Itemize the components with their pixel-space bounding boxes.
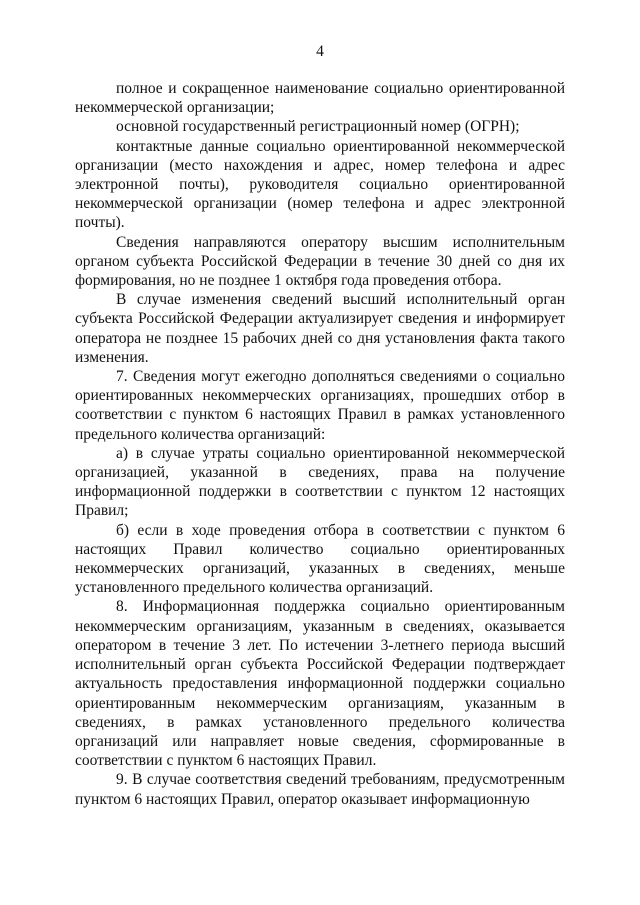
document-body xyxy=(75,79,565,809)
page-number: 4 xyxy=(316,43,324,60)
paragraph-submission-deadline: Сведения направляются оператору высшим исполнительным органом субъекта Российской Федерации в течение 30 дней со дня их формирования, но не позднее 1 октября года проведения отбора. xyxy=(75,233,565,290)
paragraph-item-7a: а) в случае утраты социально ориентированной некоммерческой организацией, указанной в сведениях, права на получение информационной поддержки в соответствии с пунктом 12 настоящих Правил; xyxy=(75,444,565,520)
paragraph-full-name: полное и сокращенное наименование социально ориентированной некоммерческой организации; xyxy=(75,80,565,117)
paragraph-contact-data: контактные данные социально ориентированной некоммерческой организации (место нахождения и адрес, номер телефона и адрес электронной почты), руководителя социально ориентированной некоммерческой организации (номер телефона и адрес электронной почты). xyxy=(75,137,565,232)
paragraph-item-8: 8. Информационная поддержка социально ориентированным некоммерческим организациям, указанным в сведениях, оказывается оператором в течение 3 лет. По истечении 3-летнего периода высший исполнительный орган субъекта Российской Федерации подтверждает актуальность предоставления информационной поддержки социально ориентированным некоммерческим организациям, указанным в сведениях, в рамках установленного предельного количества организаций или направляет новые сведения, сформированные в соответствии с пунктом 6 настоящих Правил. xyxy=(75,598,565,770)
paragraph-update-rule: В случае изменения сведений высший исполнительный орган субъекта Российской Федерации актуализирует сведения и информирует оператора не позднее 15 рабочих дней со дня установления факта такого изменения. xyxy=(75,291,565,366)
paragraph-item-7: 7. Сведения могут ежегодно дополняться сведениями о социально ориентированных некоммерческих организациях, прошедших отбор в соответствии с пунктом 6 настоящих Правил в рамках установленного предельного количества организаций: xyxy=(75,368,565,443)
paragraph-item-9: 9. В случае соответствия сведений требованиям, предусмотренным пунктом 6 настоящих Правил, оператор оказывает информационную xyxy=(75,771,565,808)
paragraph-ogrn: основной государственный регистрационный номер (ОГРН); xyxy=(116,118,520,136)
paragraph-item-7b: б) если в ходе проведения отбора в соответствии с пунктом 6 настоящих Правил количество социально ориентированных некоммерческих организаций, указанных в сведениях, меньше установленного предельного количества организаций. xyxy=(75,521,565,597)
